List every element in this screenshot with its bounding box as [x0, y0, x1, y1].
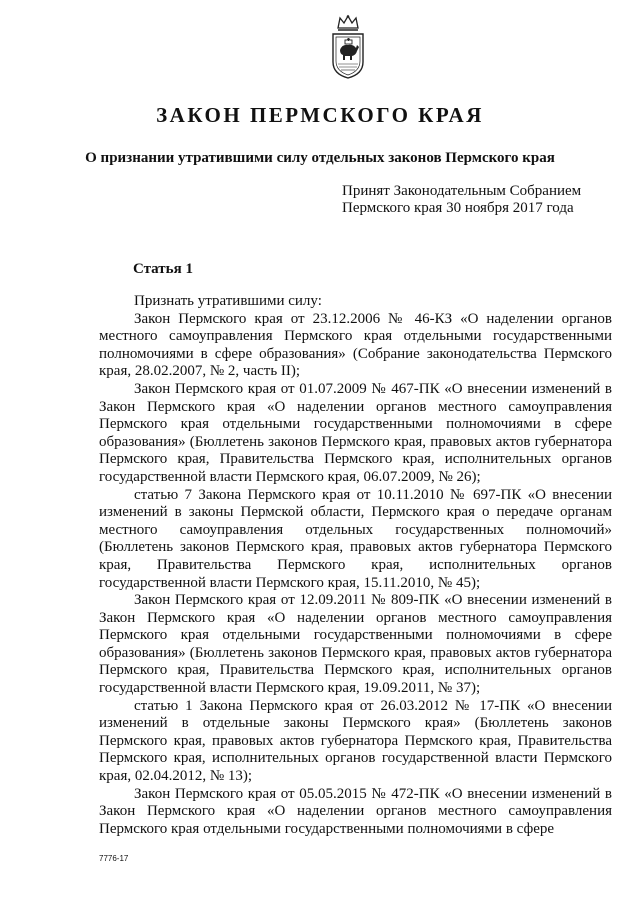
article-paragraph: Закон Пермского края от 23.12.2006 № 46-КЗ «О наделении органов местного самоуправления Пермского края отдельными государственными полномочиями в сфере образования» (Собрание законодательства Пермского края, 28.02.2007, № 2, часть II);: [99, 310, 612, 380]
article-paragraph: статью 1 Закона Пермского края от 26.03.2012 № 17-ПК «О внесении изменений в отдельные законы Пермского края» (Бюллетень законов Пермского края, правовых актов губернатора Пермского края, Правительства Пермского края, исполнительных органов государственной власти Пермского края, 02.04.2012, № 13);: [99, 697, 612, 785]
article-paragraph: Признать утратившими силу:: [134, 293, 322, 309]
adoption-note: [342, 183, 581, 217]
article-paragraph: Закон Пермского края от 12.09.2011 № 809-ПК «О внесении изменений в Закон Пермского края «О наделении органов местного самоуправления Пермского края отдельными государственными полномочиями в сфере образования» (Бюллетень законов Пермского края, правовых актов губернатора Пермского края, Правительства Пермского края, исполнительных органов государственной власти Пермского края, 19.09.2011, № 37);: [99, 592, 612, 697]
law-subtitle: О признании утратившими силу отдельных законов Пермского края: [85, 150, 555, 166]
adoption-note-line-1: Принят Законодательным Собранием: [342, 183, 582, 199]
article-paragraph: Закон Пермского края от 01.07.2009 № 467-ПК «О внесении изменений в Закон Пермского края «О наделении органов местного самоуправления Пермского края отдельными государственными полномочиями в сфере образования» (Бюллетень законов Пермского края, правовых актов губернатора Пермского края, Правительства Пермского края, исполнительных органов государственной власти Пермского края, 06.07.2009, № 26);: [99, 380, 612, 485]
document-code: 7776-17: [99, 854, 129, 863]
law-title: ЗАКОН ПЕРМСКОГО КРАЯ: [156, 103, 484, 127]
coat-of-arms-icon: [330, 14, 366, 80]
article-paragraph: Закон Пермского края от 05.05.2015 № 472-ПК «О внесении изменений в Закон Пермского края «О наделении органов местного самоуправления Пермского края отдельными государственными полномочиями в сфере: [99, 785, 612, 837]
adoption-note-line-2: Пермского края 30 ноября 2017 года: [342, 200, 574, 216]
article-heading: Статья 1: [133, 261, 193, 277]
article-body: [99, 293, 612, 838]
article-paragraph: статью 7 Закона Пермского края от 10.11.2010 № 697-ПК «О внесении изменений в законы Пермской области, Пермского края о передаче органам местного самоуправления отдельных государственных полномочий» (Бюллетень законов Пермского края, правовых актов губернатора Пермского края, Правительства Пермского края, исполнительных органов государственной власти Пермского края, 15.11.2010, № 45);: [99, 486, 612, 591]
